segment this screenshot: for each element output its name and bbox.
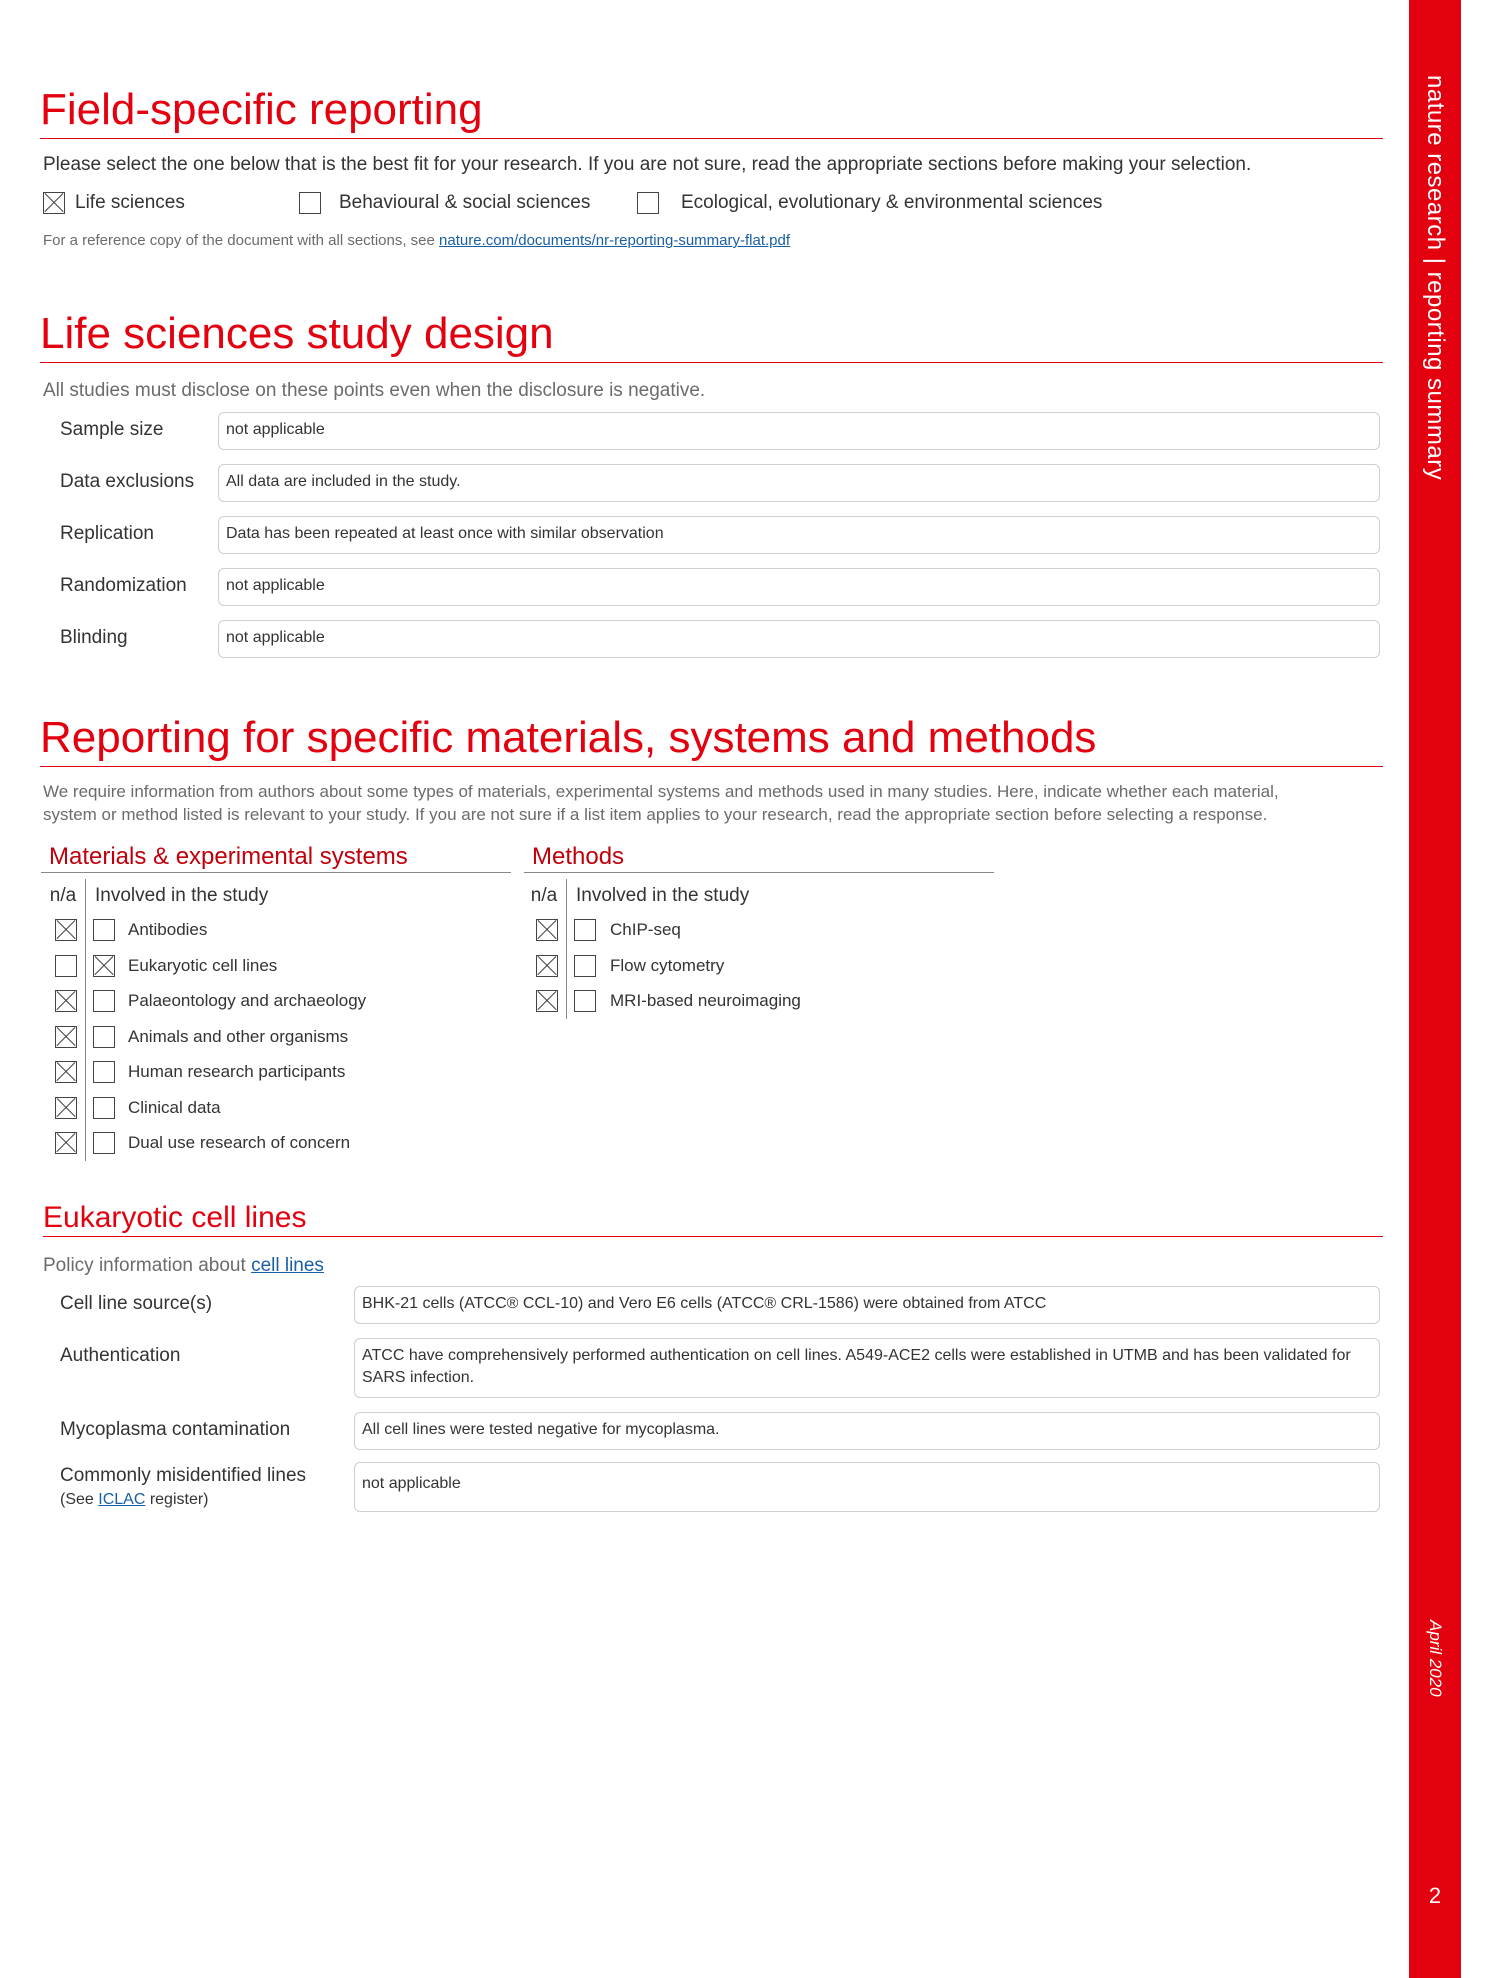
randomization-row [60, 568, 1380, 606]
table-column-header [524, 879, 994, 913]
option-label: Ecological, evolutionary & environmental sciences [681, 192, 1103, 213]
materials-intro-line-1: We require information from authors about some types of materials, experimental systems and methods used in many studies. Here, indicate whether each material, [43, 782, 1279, 801]
cell-lines-link[interactable]: cell lines [251, 1255, 324, 1276]
study-design-intro: All studies must disclose on these points even when the disclosure is negative. [43, 380, 706, 401]
option-label: Behavioural & social sciences [339, 192, 591, 213]
materials-intro [43, 780, 1279, 826]
table-row-chip-seq [524, 913, 994, 949]
col-na: n/a [530, 885, 558, 906]
item-label: Dual use research of concern [128, 1133, 351, 1152]
na-checkbox[interactable] [55, 919, 77, 941]
item-label: Human research participants [128, 1062, 346, 1081]
involved-checkbox[interactable] [93, 990, 115, 1012]
item-label: MRI-based neuroimaging [610, 991, 801, 1010]
involved-checkbox[interactable] [93, 1061, 115, 1083]
row-label: Authentication [60, 1345, 181, 1366]
misidentified-field[interactable]: not applicable [354, 1462, 1380, 1512]
row-label: Data exclusions [60, 471, 195, 492]
iclac-note [60, 1488, 306, 1512]
row-label: Mycoplasma contamination [60, 1419, 291, 1440]
misidentified-label-block [60, 1464, 306, 1512]
iclac-link[interactable]: ICLAC [98, 1491, 146, 1508]
na-checkbox[interactable] [55, 1097, 77, 1119]
field-specific-intro: Please select the one below that is the best fit for your research. If you are not sure, read the appropriate sections before making your selection. [43, 154, 1252, 175]
option-ecological-sciences[interactable] [637, 192, 1102, 214]
col-involved: Involved in the study [95, 885, 269, 906]
mycoplasma-field[interactable]: All cell lines were tested negative for mycoplasma. [354, 1412, 1380, 1450]
reference-link[interactable]: nature.com/documents/nr-reporting-summary-flat.pdf [439, 232, 791, 249]
col-na: n/a [49, 885, 77, 906]
table-row-clinical-data [43, 1091, 513, 1127]
reference-note [43, 232, 790, 249]
involved-checkbox[interactable] [574, 990, 596, 1012]
table-column-header [43, 879, 513, 913]
row-label: Replication [60, 523, 154, 544]
policy-text: Policy information about [43, 1255, 252, 1276]
table-row-antibodies [43, 913, 513, 949]
involved-checkbox[interactable] [93, 1097, 115, 1119]
col-involved: Involved in the study [576, 885, 750, 906]
na-checkbox[interactable] [536, 919, 558, 941]
reference-text: For a reference copy of the document with all sections, see [43, 232, 440, 249]
na-checkbox[interactable] [55, 1061, 77, 1083]
table-row-mri [524, 984, 994, 1020]
involved-checkbox[interactable] [93, 1026, 115, 1048]
cell-lines-heading: Eukaryotic cell lines [43, 1200, 1383, 1237]
table-row-eukaryotic-cell-lines [43, 949, 513, 985]
item-label: ChIP-seq [610, 920, 681, 939]
table-row-human-participants [43, 1055, 513, 1091]
life-sciences-checkbox[interactable] [43, 192, 65, 214]
replication-row [60, 516, 1380, 554]
involved-checkbox[interactable] [93, 919, 115, 941]
cell-line-source-field[interactable]: BHK-21 cells (ATCC® CCL-10) and Vero E6 cells (ATCC® CRL-1586) were obtained from ATCC [354, 1286, 1380, 1324]
materials-intro-line-2: system or method listed is relevant to your study. If you are not sure if a list item applies to your research, read the appropriate section before selecting a response. [43, 805, 1268, 824]
item-label: Eukaryotic cell lines [128, 955, 278, 975]
sample-size-field[interactable]: not applicable [218, 412, 1380, 450]
field-specific-heading: Field-specific reporting [40, 84, 1383, 139]
item-label: Animals and other organisms [128, 1026, 349, 1046]
randomization-field[interactable]: not applicable [218, 568, 1380, 606]
materials-heading: Reporting for specific materials, systems and methods [40, 712, 1383, 767]
side-banner [1409, 0, 1461, 1978]
item-label: Flow cytometry [610, 955, 725, 975]
iclac-pre: (See [60, 1491, 99, 1508]
involved-checkbox[interactable] [574, 919, 596, 941]
replication-field[interactable]: Data has been repeated at least once with similar observation [218, 516, 1380, 554]
na-checkbox[interactable] [55, 990, 77, 1012]
na-checkbox[interactable] [536, 990, 558, 1012]
methods-table-title: Methods [524, 842, 994, 873]
misidentified-row [60, 1462, 1380, 1512]
na-checkbox[interactable] [55, 1026, 77, 1048]
table-row-animals [43, 1020, 513, 1056]
involved-checkbox[interactable] [93, 1132, 115, 1154]
sample-size-row [60, 412, 1380, 450]
banner-date: April 2020 [1426, 1620, 1445, 1697]
study-design-heading: Life sciences study design [40, 308, 1383, 363]
na-checkbox[interactable] [55, 1132, 77, 1154]
authentication-row [60, 1338, 1380, 1398]
row-label: Cell line source(s) [60, 1293, 213, 1314]
banner-title: nature research | reporting summary [1422, 75, 1449, 481]
table-row-palaeontology [43, 984, 513, 1020]
cell-lines-policy [43, 1255, 324, 1277]
option-label: Life sciences [75, 192, 185, 213]
cell-line-source-row [60, 1286, 1380, 1324]
page-number: 2 [1428, 1883, 1442, 1908]
iclac-post: register) [145, 1491, 209, 1508]
item-label: Clinical data [128, 1097, 221, 1117]
ecological-checkbox[interactable] [637, 192, 659, 214]
row-label: Sample size [60, 419, 164, 440]
data-exclusions-row [60, 464, 1380, 502]
item-label: Palaeontology and archaeology [128, 991, 367, 1010]
materials-table-title: Materials & experimental systems [41, 842, 511, 873]
data-exclusions-field[interactable]: All data are included in the study. [218, 464, 1380, 502]
behavioural-social-checkbox[interactable] [299, 192, 321, 214]
row-label: Randomization [60, 575, 187, 596]
blinding-field[interactable]: not applicable [218, 620, 1380, 658]
materials-table [43, 879, 513, 1162]
na-checkbox[interactable] [55, 955, 77, 977]
item-label: Antibodies [128, 920, 208, 939]
option-behavioural-social-sciences[interactable] [299, 192, 590, 214]
na-checkbox[interactable] [536, 955, 558, 977]
authentication-field[interactable]: ATCC have comprehensively performed authentication on cell lines. A549-ACE2 cells were established in UTMB and has been validated for SARS infection. [354, 1338, 1380, 1398]
blinding-row [60, 620, 1380, 658]
involved-checkbox[interactable] [574, 955, 596, 977]
option-life-sciences[interactable] [43, 192, 185, 214]
involved-checkbox[interactable] [93, 955, 115, 977]
row-label: Commonly misidentified lines [60, 1465, 307, 1486]
table-row-dual-use [43, 1126, 513, 1162]
methods-table [524, 879, 994, 1020]
table-row-flow-cytometry [524, 949, 994, 985]
row-label: Blinding [60, 627, 128, 648]
mycoplasma-row [60, 1412, 1380, 1450]
